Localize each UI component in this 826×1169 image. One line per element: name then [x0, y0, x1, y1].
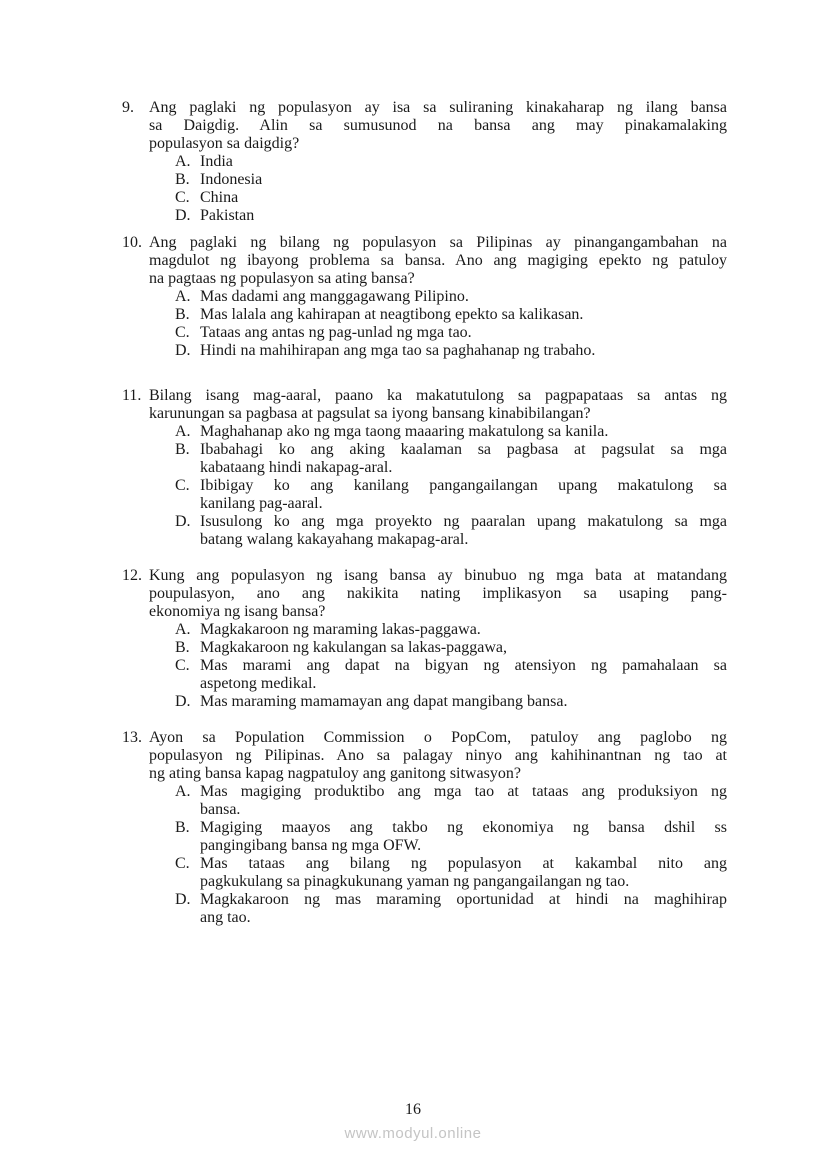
option-text [200, 783, 727, 819]
answer-option [175, 639, 727, 657]
answer-option [175, 513, 727, 549]
option-letter: B. [175, 639, 190, 656]
option-letter: B. [175, 441, 190, 458]
option-letter: D. [175, 207, 191, 224]
text-line: pagkukulang sa pinagkukunang yaman ng pangangailangan ng tao. [200, 873, 630, 890]
question-number: 12. [122, 567, 142, 584]
text-line: magdulot ng ibayong problema sa bansa. Ano ang magiging epekto ng patuloy [149, 252, 727, 269]
option-text [200, 477, 727, 513]
text-line: India [200, 153, 233, 170]
question-number: 11. [122, 387, 142, 404]
question-text [149, 234, 727, 288]
text-line: ekonomiya ng isang bansa? [149, 603, 326, 620]
question-number: 13. [122, 729, 142, 746]
text-line: Magkakaroon ng kakulangan sa lakas-paggawa, [200, 639, 507, 656]
text-line: Ang paglaki ng populasyon ay isa sa suliraning kinakaharap ng ilang bansa [149, 99, 727, 116]
text-line: Pakistan [200, 207, 255, 224]
text-line: Mas maraming mamamayan ang dapat mangibang bansa. [200, 693, 568, 710]
option-text [200, 324, 727, 342]
answer-option [175, 855, 727, 891]
text-line: Indonesia [200, 171, 263, 188]
option-letter: A. [175, 621, 191, 638]
option-text [200, 153, 727, 171]
answer-option [175, 423, 727, 441]
text-line: Maghahanap ako ng mga taong maaaring makatulong sa kanila. [200, 423, 609, 440]
text-line: Mas lalala ang kahirapan at neagtibong epekto sa kalikasan. [200, 306, 584, 323]
option-text [200, 207, 727, 225]
answer-option [175, 324, 727, 342]
option-letter: C. [175, 657, 190, 674]
answer-option [175, 441, 727, 477]
option-letter: C. [175, 477, 190, 494]
option-text [200, 441, 727, 477]
text-line: Isusulong ko ang mga proyekto ng paaralan upang makatulong sa mga [200, 513, 727, 530]
text-line: Magkakaroon ng mas maraming oportunidad at hindi na maghihirap [200, 891, 727, 908]
text-line: Magiging maayos ang takbo ng ekonomiya ng bansa dshil ss [200, 819, 727, 836]
question-item [122, 567, 727, 711]
text-line: Mas dadami ang manggagawang Pilipino. [200, 288, 469, 305]
option-letter: B. [175, 819, 190, 836]
question-text [149, 729, 727, 783]
text-line: Hindi na mahihirapan ang mga tao sa paghahanap ng trabaho. [200, 342, 596, 359]
question-item [122, 234, 727, 360]
option-text [200, 513, 727, 549]
option-text [200, 306, 727, 324]
text-line: ang tao. [200, 909, 251, 926]
text-line: kabataang hindi nakapag-aral. [200, 459, 393, 476]
answer-option [175, 783, 727, 819]
text-line: Magkakaroon ng maraming lakas-paggawa. [200, 621, 481, 638]
option-text [200, 693, 727, 711]
answer-option [175, 288, 727, 306]
option-letter: A. [175, 423, 191, 440]
text-line: Ang paglaki ng bilang ng populasyon sa Pilipinas ay pinangangambahan na [149, 234, 727, 251]
option-text [200, 342, 727, 360]
text-line: Bilang isang mag-aaral, paano ka makatutulong sa pagpapataas sa antas ng [149, 387, 727, 404]
question-item [122, 387, 727, 549]
text-line: sa Daigdig. Alin sa sumusunod na bansa ang may pinakamalaking [149, 117, 727, 134]
option-letter: A. [175, 783, 191, 800]
option-text [200, 171, 727, 189]
option-text [200, 189, 727, 207]
option-text [200, 288, 727, 306]
option-text [200, 621, 727, 639]
option-text [200, 819, 727, 855]
text-line: Ibibigay ko ang kanilang pangangailangan upang makatulong sa [200, 477, 727, 494]
option-text [200, 657, 727, 693]
text-line: poupulasyon, ano ang nakikita nating implikasyon sa usaping pang- [149, 585, 727, 602]
option-letter: D. [175, 891, 191, 908]
text-line: bansa. [200, 801, 241, 818]
text-line: Mas tataas ang bilang ng populasyon at kakambal nito ang [200, 855, 727, 872]
answer-option [175, 171, 727, 189]
answer-option [175, 342, 727, 360]
option-letter: D. [175, 513, 191, 530]
answer-option [175, 207, 727, 225]
answer-option [175, 657, 727, 693]
question-text [149, 99, 727, 153]
option-text [200, 423, 727, 441]
option-text [200, 891, 727, 927]
question-item [122, 729, 727, 927]
answer-option [175, 891, 727, 927]
text-line: Mas marami ang dapat na bigyan ng atensiyon ng pamahalaan sa [200, 657, 727, 674]
watermark: www.modyul.online [344, 1125, 482, 1142]
answer-option [175, 306, 727, 324]
text-line: Kung ang populasyon ng isang bansa ay binubuo ng mga bata at matandang [149, 567, 727, 584]
option-letter: B. [175, 171, 190, 188]
option-letter: C. [175, 324, 190, 341]
answer-option [175, 477, 727, 513]
option-letter: D. [175, 342, 191, 359]
text-line: populasyon sa daigdig? [149, 135, 300, 152]
option-letter: C. [175, 855, 190, 872]
text-line: karunungan sa pagbasa at pagsulat sa iyong bansang kinabibilangan? [149, 405, 591, 422]
answer-option [175, 621, 727, 639]
text-line: Mas magiging produktibo ang mga tao at tataas ang produksiyon ng [200, 783, 727, 800]
text-line: populasyon ng Pilipinas. Ano sa palagay ninyo ang kahihinantnan ng tao at [149, 747, 727, 764]
text-line: Tataas ang antas ng pag-unlad ng mga tao. [200, 324, 472, 341]
option-text [200, 855, 727, 891]
option-letter: A. [175, 153, 191, 170]
text-line: ng ating bansa kapag nagpatuloy ang ganitong sitwasyon? [149, 765, 521, 782]
option-letter: B. [175, 306, 190, 323]
answer-option [175, 819, 727, 855]
question-text [149, 387, 727, 423]
question-number: 10. [122, 234, 142, 251]
answer-option [175, 693, 727, 711]
question-number: 9. [122, 99, 134, 116]
text-line: kanilang pag-aaral. [200, 495, 323, 512]
text-line: na pagtaas ng populasyon sa ating bansa? [149, 270, 415, 287]
text-line: batang walang kakayahang makapag-aral. [200, 531, 469, 548]
answer-option [175, 153, 727, 171]
question-item [122, 99, 727, 225]
text-line: aspetong medikal. [200, 675, 317, 692]
question-text [149, 567, 727, 621]
text-line: Ayon sa Population Commission o PopCom, patuloy ang paglobo ng [149, 729, 727, 746]
text-line: Ibabahagi ko ang aking kaalaman sa pagbasa at pagsulat sa mga [200, 441, 727, 458]
page-number: 16 [405, 1101, 421, 1118]
option-letter: A. [175, 288, 191, 305]
option-letter: D. [175, 693, 191, 710]
text-line: pangingibang bansa ng mga OFW. [200, 837, 422, 854]
option-letter: C. [175, 189, 190, 206]
option-text [200, 639, 727, 657]
answer-option [175, 189, 727, 207]
text-line: China [200, 189, 239, 206]
